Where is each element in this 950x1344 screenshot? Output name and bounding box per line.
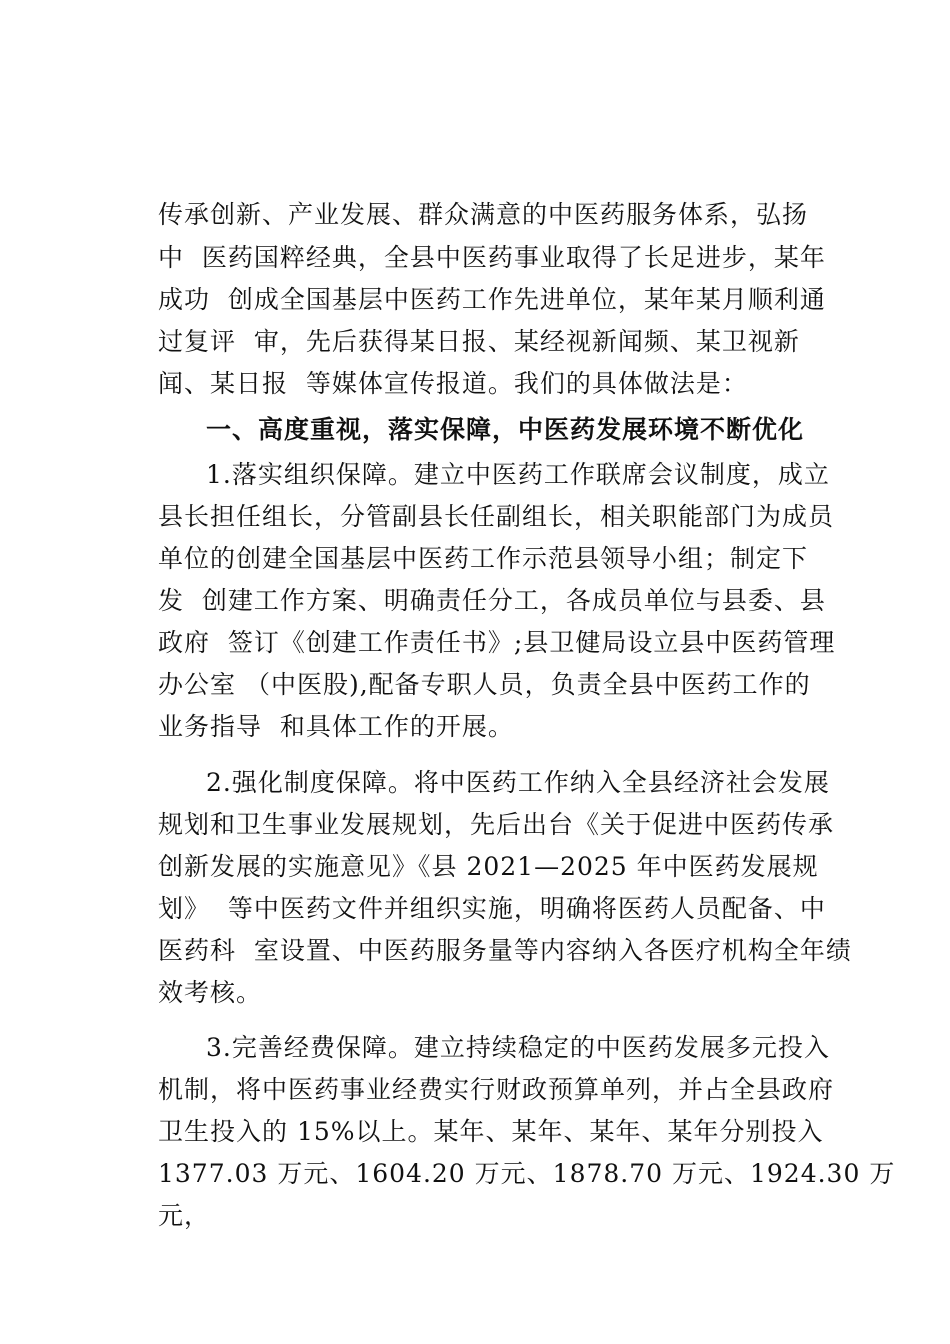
text-line: 机制，将中医药事业经费实行财政预算单列，并占全县政府 — [158, 1075, 835, 1104]
text-line: 单位的创建全国基层中医药工作示范县领导小组；制定下 — [158, 544, 809, 573]
text-line: 3.完善经费保障。建立持续稳定的中医药发展多元投入 — [206, 1033, 830, 1062]
text-line: 划》 等中医药文件并组织实施，明确将医药人员配备、中 — [158, 894, 826, 923]
text-line: 2.强化制度保障。将中医药工作纳入全县经济社会发展 — [206, 768, 830, 797]
text-line: 卫生投入的 15%以上。某年、某年、某年、某年分别投入 — [158, 1117, 824, 1146]
text-line: 传承创新、产业发展、群众满意的中医药服务体系，弘扬 — [158, 200, 809, 229]
text-line: 闻、某日报 等媒体宣传报道。我们的具体做法是： — [158, 369, 748, 398]
text-line: 效考核。 — [158, 978, 263, 1007]
text-line: 政府 签订《创建工作责任书》;县卫健局设立县中医药管理 — [158, 628, 836, 657]
text-line: 元， — [158, 1201, 211, 1230]
text-line: 创新发展的实施意见》《县 2021—2025 年中医药发展规 — [158, 852, 819, 881]
text-line: 发 创建工作方案、明确责任分工，各成员单位与县委、县 — [158, 586, 826, 615]
text-line: 办公室 （中医股),配备专职人员，负责全县中医药工作的 — [158, 670, 811, 699]
text-line: 业务指导 和具体工作的开展。 — [158, 712, 514, 741]
text-line: 1377.03 万元、1604.20 万元、1878.70 万元、1924.30 万 — [158, 1159, 896, 1188]
text-line: 过复评 审，先后获得某日报、某经视新闻频、某卫视新 — [158, 327, 800, 356]
text-line: 中 医药国粹经典，全县中医药事业取得了长足进步，某年 — [158, 243, 826, 272]
text-line: 规划和卫生事业发展规划，先后出台《关于促进中医药传承 — [158, 810, 835, 839]
section-heading: 一、高度重视，落实保障，中医药发展环境不断优化 — [206, 415, 805, 444]
text-line: 成功 创成全国基层中医药工作先进单位，某年某月顺利通 — [158, 285, 826, 314]
text-line: 县长担任组长，分管副县长任副组长，相关职能部门为成员 — [158, 502, 835, 531]
text-line: 医药科 室设置、中医药服务量等内容纳入各医疗机构全年绩 — [158, 936, 852, 965]
text-line: 1.落实组织保障。建立中医药工作联席会议制度，成立 — [206, 460, 830, 489]
